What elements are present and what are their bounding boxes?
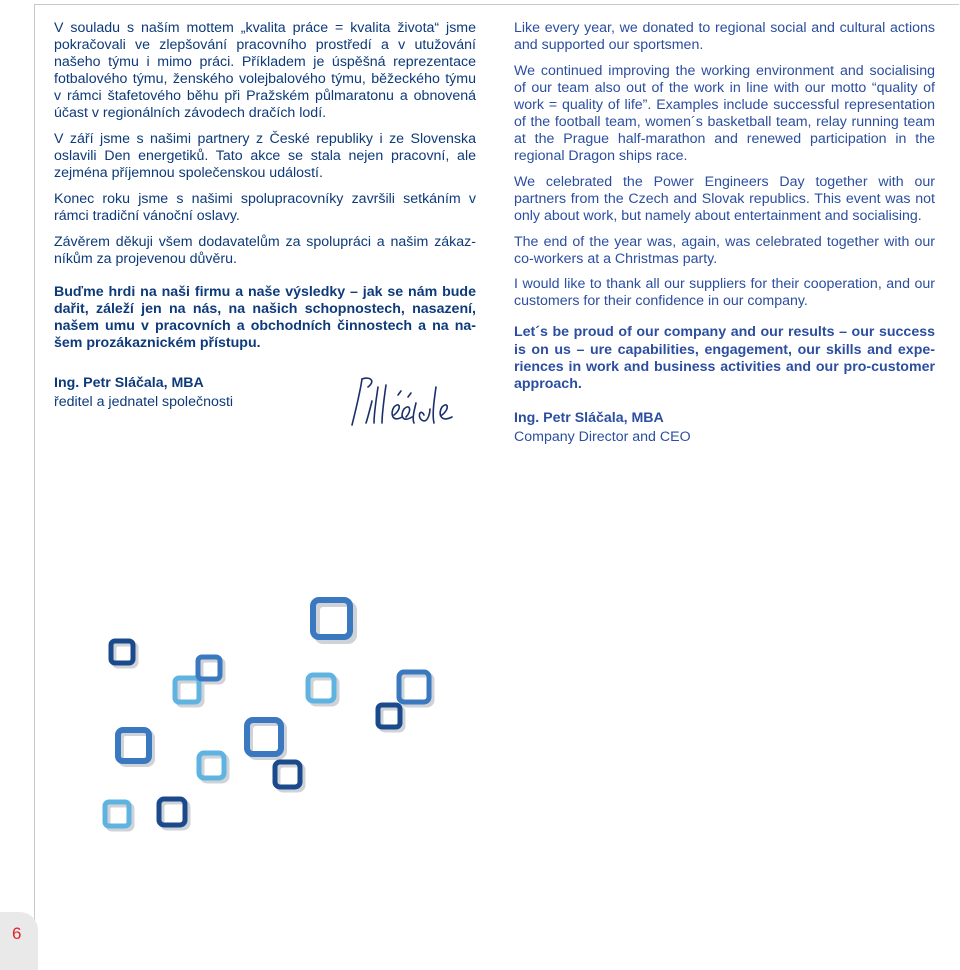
cz-signatory-name: Ing. Petr Sláčala, MBA xyxy=(54,375,204,392)
page-number-tab xyxy=(0,912,38,970)
cz-paragraph-3: Konec roku jsme s našimi spolupracovníky završili setkáním v rámci tradiční vánoční oslavy. xyxy=(54,190,476,224)
cz-paragraph-2: V září jsme s našimi partnery z České republiky i ze Slovenska oslavili Den energetiků. Tato akce se stala nejen pracovní, ale zejména příjemnou společenskou událostí. xyxy=(54,131,476,182)
page-number: 6 xyxy=(12,924,22,943)
en-paragraph-1: Like every year, we donated to regional social and cultural actions and supported our sportsmen. xyxy=(514,20,935,54)
en-signature-block xyxy=(514,409,935,447)
cz-paragraph-1: V souladu s naším mottem „kvalita práce = kvalita života“ jsme pokračovali ve zlepšování pracovního prostředí a v utužování našeho týmu i mimo práci. Příkladem je úspěšná reprezentace fotbalového týmu, ženského volejbalového týmu, běžeckého týmu v rámci štafetového běhu při Pražském půlmaratonu a obnovená účast v regionálních závodech dračích lodí. xyxy=(54,20,476,122)
cz-paragraph-4: Závěrem děkuji všem dodavatelům za spolupráci a našim zákazníkům za projevenou důvěru. xyxy=(54,233,476,267)
en-paragraph-5: I would like to thank all our suppliers for their cooperation, and our customers for their confidence in our company. xyxy=(514,276,935,310)
cz-signatory-role: ředitel a jednatel společnosti xyxy=(54,394,234,411)
en-signatory-role: Company Director and CEO xyxy=(514,428,691,445)
handwritten-signature xyxy=(346,373,458,433)
en-bold-statement: Let´s be proud of our company and our results – our success is on us – ure capabilities, engagement, our skills and experiences in work and business activities and our pro-customer approach. xyxy=(514,324,935,392)
czech-column xyxy=(54,20,476,421)
en-paragraph-4: The end of the year was, again, was celebrated together with our co-workers at a Christmas party. xyxy=(514,233,935,267)
english-column xyxy=(514,20,935,455)
cz-bold-statement: Buďme hrdi na naši firmu a naše výsledky – jak se nám bude dařit, záleží jen na nás, na našich schopnostech, nasazení, našem umu v pracovních a obchodních činnostech a na našem prozákaznickém přístupu. xyxy=(54,283,476,351)
en-paragraph-2: We continued improving the working environment and socialising of our team also out of the work in line with our motto “quality of work = quality of life”. Examples include successful representation of the football team, women´s basketball team, relay running team at the Prague half-marathon and renewed participation in the regional Dragon ships race. xyxy=(514,62,935,165)
en-paragraph-3: We celebrated the Power Engineers Day together with our partners from the Czech and Slovak republics. This event was not only about work, but namely about entertainment and socialising. xyxy=(514,173,935,224)
en-signatory-name: Ing. Petr Sláčala, MBA xyxy=(514,409,664,426)
